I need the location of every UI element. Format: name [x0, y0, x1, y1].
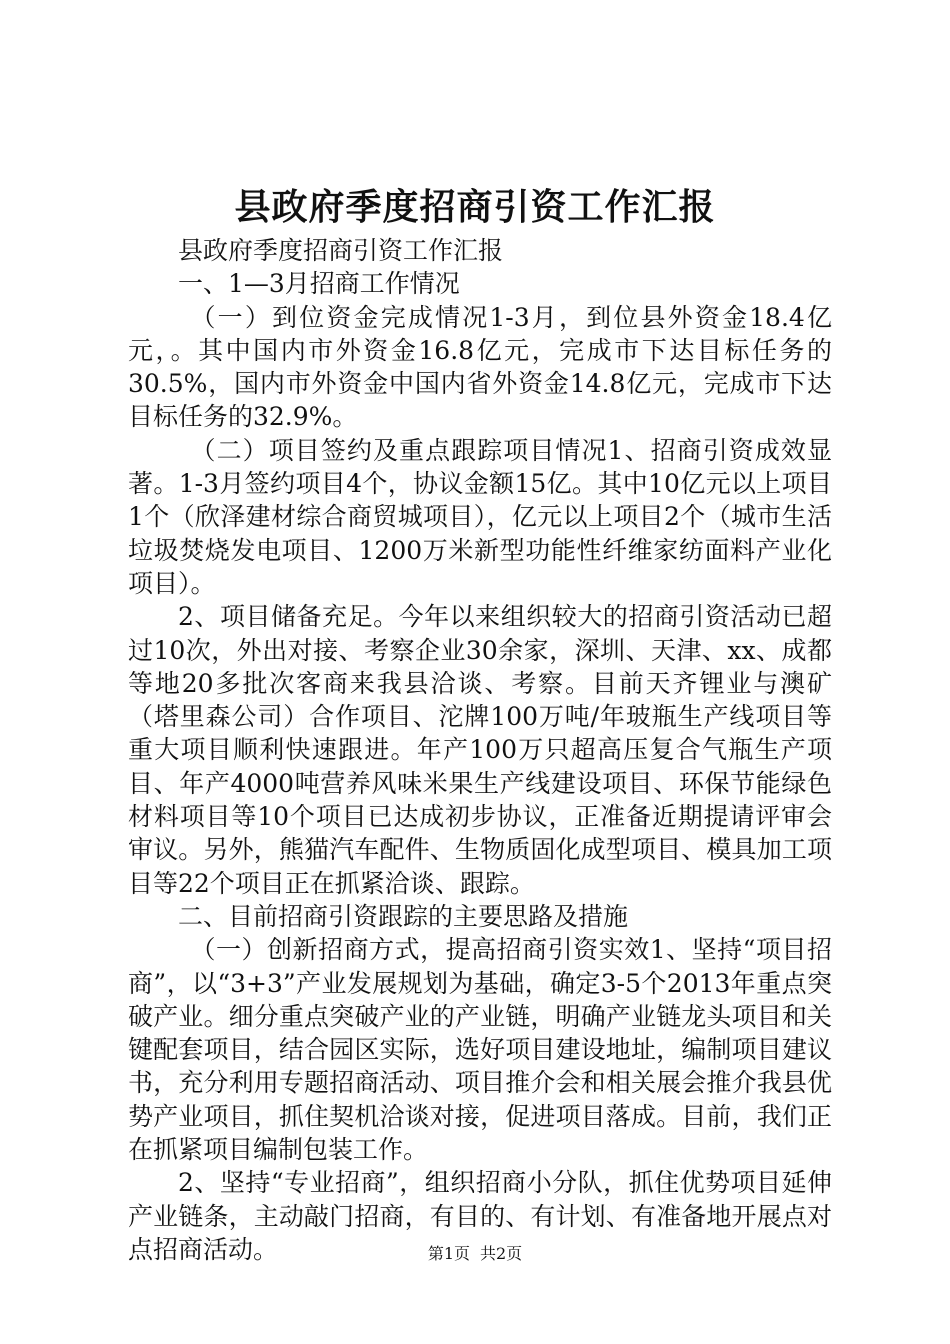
page-total: 共2页	[480, 1244, 523, 1263]
body-paragraph-professional: 2、坚持“专业招商”，组织招商小分队，抓住优势项目延伸产业链条，主动敲门招商，有目的、有计划、有准备地开展点对点招商活动。	[128, 1168, 832, 1264]
body-paragraph-subtitle: 县政府季度招商引资工作汇报	[178, 236, 504, 265]
page-footer	[0, 1243, 950, 1265]
body-paragraph-section-2-heading: 二、目前招商引资跟踪的主要思路及措施	[178, 901, 629, 931]
body-paragraph-project-reserve: 2、项目储备充足。今年以来组织较大的招商引资活动已超过10次，外出对接、考察企业30余家，深圳、天津、xx、成都等地20多批次客商来我县洽谈、考察。目前天齐锂业与澳矿（塔里森公司）合作项目、沱牌100万吨/年玻瓶生产线项目等重大项目顺利快速跟进。年产100万只超高压复合气瓶生产项目、年产4000吨营养风味米果生产线建设项目、环保节能绿色材料项目等10个项目已达成初步协议，正准备近期提请评审会审议。另外，熊猫汽车配件、生物质固化成型项目、模具加工项目等22个项目正在抓紧洽谈、跟踪。	[128, 602, 832, 898]
page-number: 第1页	[427, 1244, 470, 1263]
document-body	[128, 234, 832, 1266]
document-title: 县政府季度招商引资工作汇报	[234, 186, 716, 228]
body-paragraph-innovation: （一）创新招商方式，提高招商引资实效1、坚持“项目招商”，以“3+3”产业发展规划为基础，确定3-5个2013年重点突破产业。细分重点突破产业的产业链，明确产业链龙头项目和关键配套项目，结合园区实际，选好项目建设地址，编制项目建议书，充分利用专题招商活动、项目推介会和相关展会推介我县优势产业项目，抓住契机洽谈对接，促进项目落成。目前，我们正在抓紧项目编制包装工作。	[128, 935, 832, 1165]
body-paragraph-section-1-heading: 一、1—3月招商工作情况	[178, 269, 460, 299]
body-paragraph-funds: （一）到位资金完成情况1-3月，到位县外资金18.4亿元，。其中国内市外资金16.8亿元，完成市下达目标任务的30.5%，国内市外资金中国内省外资金14.8亿元，完成市下达目标任务的32.9%。	[128, 302, 832, 432]
body-paragraph-projects-signed: （二）项目签约及重点跟踪项目情况1、招商引资成效显著。1-3月签约项目4个，协议金额15亿。其中10亿元以上项目1个（欣泽建材综合商贸城项目），亿元以上项目2个（城市生活垃圾焚烧发电项目、1200万米新型功能性纤维家纺面料产业化项目）。	[128, 435, 832, 598]
